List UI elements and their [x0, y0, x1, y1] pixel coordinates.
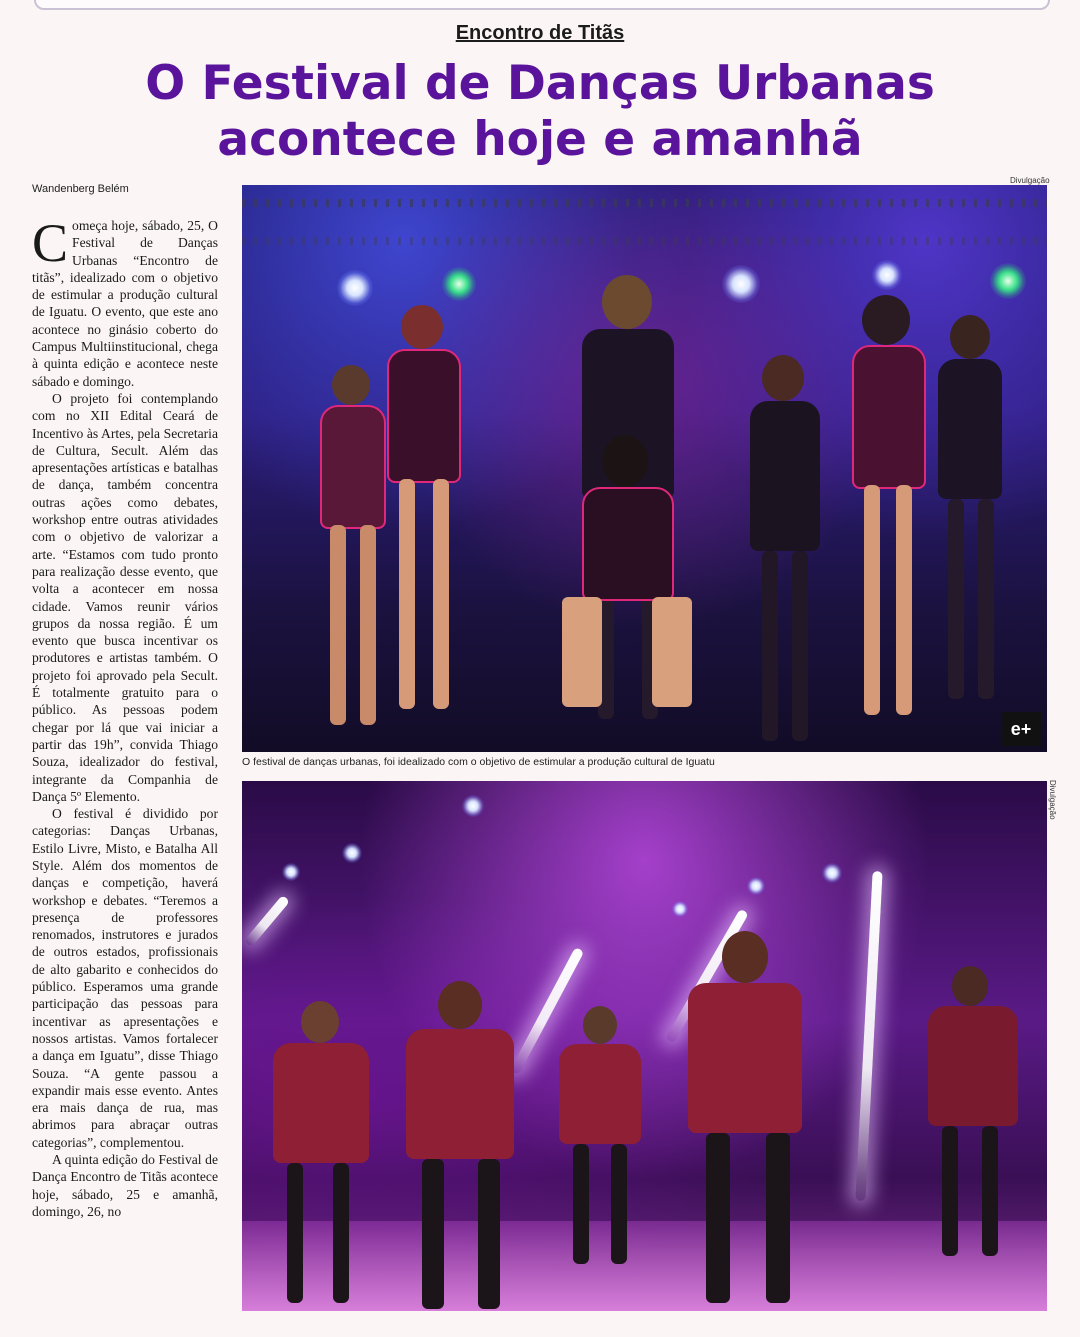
stage-light-green: [442, 267, 476, 301]
byline: Wandenberg Belém: [32, 183, 129, 195]
stage-light: [282, 863, 300, 881]
headline-line-2: acontece hoje e amanhã: [217, 112, 863, 167]
paragraph-4: A quinta edição do Festival de Dança Encontro de Titãs acontece hoje, sábado, 25 e amanhã, domingo, 26, no: [32, 1152, 218, 1219]
headline-line-1: O Festival de Danças Urbanas: [145, 56, 935, 111]
top-frame-border: [34, 0, 1050, 10]
stage-truss: [242, 199, 1047, 207]
light-beam: [855, 871, 882, 1201]
stage-truss-2: [242, 237, 1047, 245]
stage-light-green: [990, 263, 1026, 299]
photo-credit-bottom: Divulgação: [1048, 780, 1057, 820]
photo-caption: O festival de danças urbanas, foi idealizado com o objetivo de estimular a produção cultural de Iguatu: [242, 756, 715, 768]
paragraph-1: [32, 217, 218, 390]
stage-light: [747, 877, 765, 895]
photo-dancers-purple-stage: [242, 781, 1047, 1311]
stage-light: [462, 795, 484, 817]
stage-light: [872, 260, 902, 290]
company-logo: e+: [1001, 712, 1041, 746]
stage-light: [342, 843, 362, 863]
stage-light: [722, 265, 760, 303]
paragraph-2: O projeto foi contemplando com no XII Edital Ceará de Incentivo às Artes, pela Secretaria de Cultura, Secult. Além das apresentações artísticas e batalhas de dança, também concentra outras ações como debates, workshop entre outras atividades com o objetivo de valorizar a arte. “Estamos com tudo pronto para realização desse evento, que volta a acontecer em nossa cidade. Vamos reunir vários grupos da nossa região. É um evento que busca incentivar os produtores e artistas também. O projeto foi aprovado pela Secult. É totalmente gratuito para o público. As pessoas podem chegar por lá que vai iniciar a partir das 19h”, convida Thiago Souza, idealizador do festival, integrante da Companhia de Dança 5º Elemento.: [32, 390, 218, 804]
paragraph-1-text: omeça hoje, sábado, 25, O Festival de Danças Urbanas “Encontro de titãs”, idealizado com o objetivo de estimular a produção cultural de Iguatu. O evento, que este ano acontece no ginásio coberto do Campus Multiinstitucional, chega à quinta edição e acontece neste sábado e domingo.: [32, 218, 218, 389]
drop-cap: C: [32, 217, 69, 273]
stage-light: [672, 901, 688, 917]
light-beam: [244, 895, 290, 947]
paragraph-3: O festival é dividido por categorias: Danças Urbanas, Estilo Livre, Misto, e Batalha All Style. Além dos momentos de danças e competição, haverá workshop e debates. “Teremos a presença de professores renomados, instrutores e jurados de outros estados, profissionais de alto gabarito e conhecidos do público. Esperamos uma grande participação das pessoas para incentivar as apresentações e nossos artistas. Vamos fortalecer a dança em Iguatu”, disse Thiago Souza. “A gente passou a expandir mais esse evento. Antes era mais dança de rua, mas abrimos para abraçar outras categorias”, complementou.: [32, 806, 218, 1150]
section-kicker: Encontro de Titãs: [455, 22, 625, 44]
stage-light: [822, 863, 842, 883]
article-body: [32, 217, 218, 1309]
photo-credit-top: Divulgação: [1010, 176, 1050, 185]
stage-floor: [242, 1221, 1047, 1311]
article-headline: [0, 56, 1080, 168]
stage-light: [337, 270, 373, 306]
photo-dancers-blue-stage: [242, 185, 1047, 752]
